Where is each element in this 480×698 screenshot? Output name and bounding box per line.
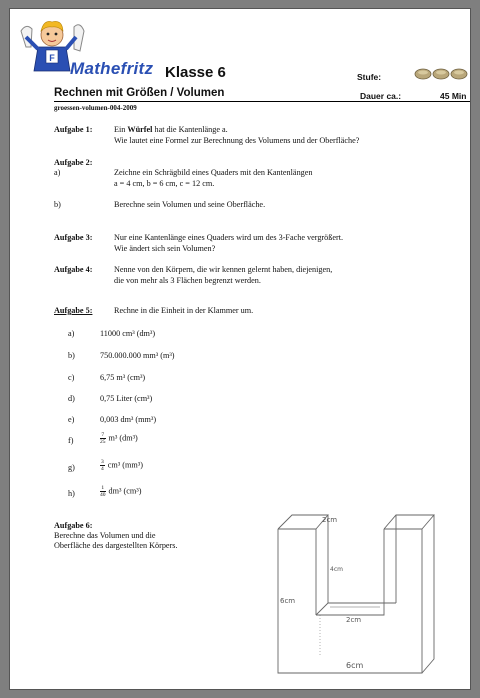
task-3-line-1: Nur eine Kantenlänge eines Quaders wird um des 3-Fache vergrößert. — [114, 233, 344, 242]
dim-inner-width: 2cm — [346, 616, 362, 624]
task-3-line-2: Wie ändert sich sein Volumen? — [114, 244, 216, 253]
drawing-edge — [316, 529, 384, 615]
task-5g-label: g) — [68, 463, 75, 472]
dim-height: 6cm — [280, 597, 296, 605]
dim-top: 2cm — [322, 516, 338, 524]
u-shaped-solid-drawing — [268, 505, 448, 681]
task-1-label: Aufgabe 1: — [54, 125, 93, 134]
worksheet-code: groessen-volumen-004-2009 — [54, 104, 137, 112]
task-4-line-2: die von mehr als 3 Flächen begrenzt werden. — [114, 276, 261, 285]
duration-value: 45 Min — [440, 91, 467, 101]
brand-name: Mathefritz — [70, 59, 154, 78]
drawing-edge — [278, 515, 328, 529]
level-label: Stufe: — [357, 72, 382, 82]
task-2a-line-1: Zeichne ein Schrägbild eines Quaders mit den Kantenlängen — [114, 168, 313, 177]
task-4-line-1: Nenne von den Körpern, die wir kennen gelernt haben, diejenigen, — [114, 265, 333, 274]
task-5h-value: $\frac{1}{40}$ dm³ (cm³) — [100, 485, 142, 498]
fraction: $\frac{7}{25}$ — [100, 432, 106, 445]
task-5h-label: h) — [68, 489, 75, 498]
task-5e-value: 0,003 dm³ (mm³) — [100, 415, 157, 424]
task-5f-label: f) — [68, 436, 74, 445]
task-5b-label: b) — [68, 351, 75, 360]
task-2b-label: b) — [54, 200, 61, 209]
task-6-line-1: Berechne das Volumen und die — [54, 531, 156, 540]
task-5a-value: 11000 cm³ (dm³) — [100, 329, 156, 338]
class-level: Klasse 6 — [165, 64, 226, 81]
worksheet-title: Rechnen mit Größen / Volumen — [54, 87, 225, 99]
task-5b-value: 750.000.000 mm³ (m³) — [100, 351, 175, 360]
header-divider — [54, 101, 470, 102]
task-5e-label: e) — [68, 415, 75, 424]
difficulty-stones-icon — [414, 64, 469, 84]
task-6-line-2: Oberfläche des dargestellten Körpers. — [54, 541, 178, 550]
task-5d-label: d) — [68, 394, 75, 403]
drawing-edge — [316, 603, 328, 615]
drawing-edge — [384, 515, 434, 529]
task-2a-label: a) — [54, 168, 61, 177]
task-1-line-1: Ein Würfel hat die Kantenlänge a. — [114, 125, 228, 134]
task-2-label: Aufgabe 2: — [54, 158, 93, 167]
task-5d-value: 0,75 Liter (cm³) — [100, 394, 153, 403]
task-4-label: Aufgabe 4: — [54, 265, 93, 274]
drawing-edge — [278, 529, 422, 673]
dim-width: 6cm — [346, 661, 364, 670]
task-5c-label: c) — [68, 373, 75, 382]
task-5f-value: $\frac{7}{25}$ m³ (dm³) — [100, 432, 138, 445]
task-2a-line-2: a = 4 cm, b = 6 cm, c = 12 cm. — [114, 179, 215, 188]
task-5c-value: 6,75 m³ (cm³) — [100, 373, 146, 382]
task-3-label: Aufgabe 3: — [54, 233, 93, 242]
dim-inner-height: 4cm — [330, 566, 343, 573]
task-5-label: Aufgabe 5: — [54, 306, 93, 315]
worksheet-page — [9, 8, 471, 690]
mascot-letter: F — [49, 53, 55, 63]
task-6-label: Aufgabe 6: — [54, 521, 93, 530]
task-5-intro: Rechne in die Einheit in der Klammer um. — [114, 306, 254, 315]
task-5g-value: $\frac{3}{4}$ cm³ (mm³) — [101, 459, 143, 472]
fraction: $\frac{3}{4}$ — [101, 459, 104, 472]
task-2b-line: Berechne sein Volumen und seine Oberfläche. — [114, 200, 266, 209]
fraction: $\frac{1}{40}$ — [100, 485, 106, 498]
duration-label: Dauer ca.: — [360, 91, 402, 101]
drawing-edge — [422, 515, 434, 673]
task-5a-label: a) — [68, 329, 75, 338]
task-1-line-2: Wie lautet eine Formel zur Berechnung des Volumens und der Oberfläche? — [114, 136, 360, 145]
